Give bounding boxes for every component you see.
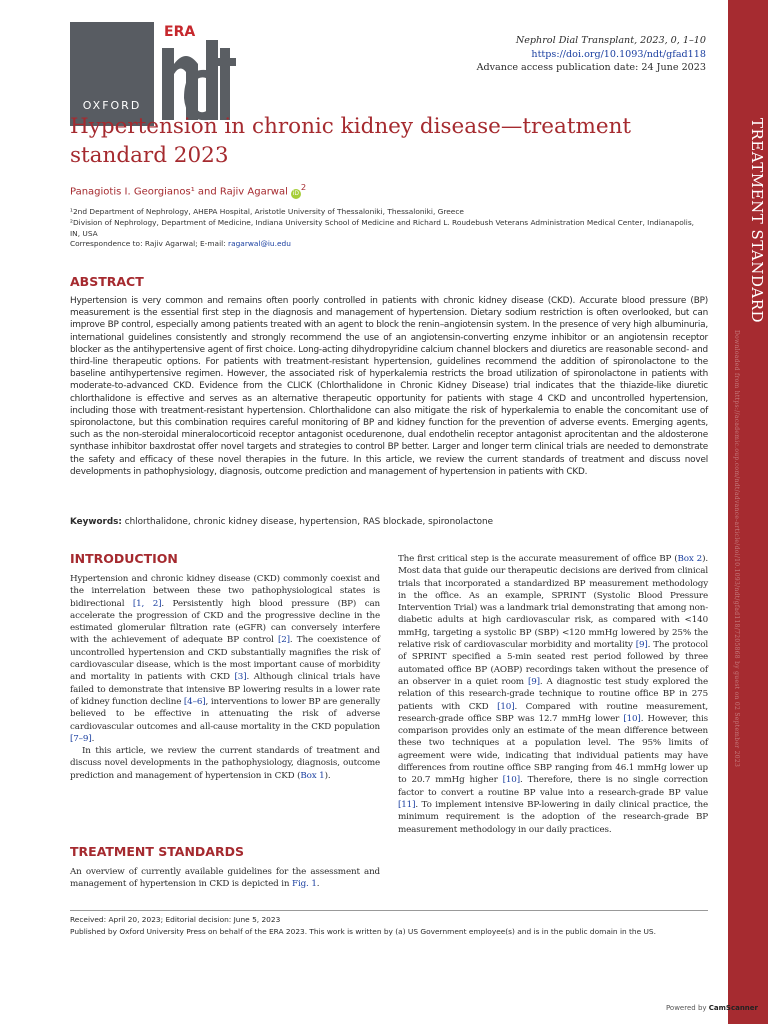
camscanner-watermark: Powered by CamScanner	[665, 1004, 758, 1012]
received-dates: Received: April 20, 2023; Editorial decision: June 5, 2023	[70, 915, 281, 924]
citation-link[interactable]: [3]	[234, 672, 247, 683]
category-label: TREATMENT STANDARD	[748, 118, 766, 324]
publisher-name: OXFORD	[82, 99, 142, 112]
box-link[interactable]: Box 1	[300, 770, 325, 781]
camscanner-brand: CamScanner	[708, 1004, 758, 1012]
affiliations	[70, 207, 700, 250]
footer-notes	[70, 914, 720, 937]
article-title: Hypertension in chronic kidney disease—treatment standard 2023	[70, 114, 632, 168]
advance-date: Advance access publication date: 24 June 2023	[476, 62, 706, 73]
affiliation-1: ¹2nd Department of Nephrology, AHEPA Hospital, Aristotle University of Thessaloniki, Thessaloniki, Greece	[70, 207, 464, 216]
introduction-heading: INTRODUCTION	[70, 551, 178, 566]
authors: Panagiotis I. Georgianos¹ and Rajiv Agarwal	[70, 186, 288, 198]
citation-link[interactable]: [2]	[277, 635, 290, 646]
citation-link[interactable]: [11]	[398, 799, 416, 810]
intro-paragraph-2: In this article, we review the current standards of treatment and discuss novel developments in the pathophysiology, diagnosis, outcome prediction and management of hypertension in CKD (Box 1).	[70, 746, 380, 781]
citation-link[interactable]: [10]	[623, 713, 641, 724]
doi-link[interactable]: https://doi.org/10.1093/ndt/gfad118	[531, 48, 706, 60]
treatment-standards-body: An overview of currently available guidelines for the assessment and management of hypertension in CKD is depicted in Fig. 1.	[70, 867, 380, 890]
orcid-icon[interactable]: iD	[292, 190, 300, 198]
citation-link[interactable]: [9]	[635, 640, 648, 651]
oxford-logo	[70, 22, 154, 126]
intro-paragraph-1: Hypertension and chronic kidney disease (CKD) commonly coexist and the interrelation between these two pathophysiological states is bidirectional [1, 2]. Persistently high blood pressure (BP) can accelerate the progression of CKD and the progressive decline in the estimated glomerular filtration rate (eGFR) can conversely interfere with the achievement of adequate BP control [2]. The coexistence of uncontrolled hypertension and CKD substantially magnifies the risk of cardiovascular disease, which is the most important cause of morbidity and mortality in patients with CKD [3]. Although clinical trials have failed to demonstrate that intensive BP lowering results in a lower rate of kidney function decline [4–6], interventions to lower BP are generally believed to be effective in attenuating the risk of adverse cardiovascular outcomes and all-cause mortality in the CKD population [7–9].	[70, 574, 381, 744]
box-link[interactable]: Box 2	[677, 554, 703, 564]
journal-citation: Nephrol Dial Transplant, 2023, 0, 1–10	[515, 35, 706, 46]
citation-link[interactable]: [9]	[527, 676, 540, 687]
author-line	[70, 182, 306, 199]
footer-divider	[70, 910, 708, 911]
affiliation-2: ²Division of Nephrology, Department of Medicine, Indiana University School of Medicine and Richard L. Roudebush Veterans Administration Medical Center, Indianapolis, IN, USA	[70, 217, 695, 238]
keywords	[70, 517, 708, 527]
treatment-standards-heading: TREATMENT STANDARDS	[70, 844, 244, 859]
download-watermark: Downloaded from https://academic.oup.com/ndt/advance-article/doi/10.1093/ndt/gfad118/7205868 by guest on 02 September 2023	[733, 330, 740, 768]
abstract-text: Hypertension is very common and remains often poorly controlled in patients with chronic kidney disease (CKD). Accurate blood pressure (BP) measurement is the essential first step in the diagnosis and management of hypertension. Dietary sodium restriction is often overlooked, but can improve BP control, especially among patients treated with an agent to block the renin–angiotensin system. In the presence of very high albuminuria, international guidelines consistently and strongly recommend the use of an angiotensin-converting enzyme inhibitor or an angiotensin receptor blocker as the antihypertensive agent of first choice. Long-acting dihydropyridine calcium channel blockers and diuretics are reasonable second- and third-line therapeutic options. For patients with treatment-resistant hypertension, guidelines recommend the addition of spironolactone to the baseline antihypertensive regimen. However, the associated risk of hyperkalemia restricts the broad utilization of spironolactone in patients with moderate-to-advanced CKD. Evidence from the CLICK (Chlorthalidone in Chronic Kidney Disease) trial indicates that the thiazide-like diuretic chlorthalidone is effective and serves as an alternative therapeutic opportunity for patients with stage 4 CKD and uncontrolled hypertension, including those with treatment-resistant hypertension. Chlorthalidone can also mitigate the risk of hyperkalemia to enable the concomitant use of spironolactone, but this combination requires careful monitoring of BP and kidney function for the prevention of adverse events. Emerging agents, such as the non-steroidal mineralocorticoid receptor antagonist ocedurenone, dual endothelin receptor antagonist aprocitentan and the aldosterone synthase inhibitor baxdrostat offer novel targets and strategies to control BP better. Larger and longer term clinical trials are needed to demonstrate the safety and efficacy of these novel therapies in the future. In this article, we review the current standards of treatment and discuss novel developments in pathophysiology, diagnosis, outcome prediction and management of hypertension in patients with CKD.	[70, 296, 708, 477]
citation-link[interactable]: [4–6]	[183, 696, 206, 707]
measurement-paragraph: The first critical step is the accurate measurement of office BP (Box 2). Most data that guide our therapeutic decisions are derived from clinical trials that incorporated a standardized BP measurement methodology in the office. As an example, SPRINT (Systolic Blood Pressure Intervention Trial) was a landmark trial demonstrating that among non-diabetic adults at high cardiovascular risk, as compared with <140 mmHg, targeting a systolic BP (SBP) <120 mmHg lowered by 25% the relative risk of cardiovascular morbidity and mortality [9]. The protocol of SPRINT specified a 5-min seated rest period followed by three automated office BP (AOBP) recordings taken without the presence of an observer in a quiet room [9]. A diagnostic test study explored the relation of this research-grade technique to routine office BP in 275 patients with CKD [10]. Compared with routine measurement, research-grade office SBP was 12.7 mmHg lower [10]. However, this comparison provides only an estimate of the mean difference between these two techniques at a population level. The 95% limits of agreement were wide, indicating that individual patients may have differences from routine office SBP ranging from 46.1 mmHg lower up to 20.7 mmHg higher [10]. Therefore, there is no single correction factor to convert a routine BP value into a research-grade BP value [11]. To implement intensive BP-lowering in daily clinical practice, the minimum requirement is the adoption of the research-grade BP measurement methodology in our daily practices.	[398, 554, 709, 835]
keywords-label: Keywords:	[70, 517, 122, 527]
journal-info	[477, 34, 706, 75]
era-logo: ERA	[164, 24, 196, 40]
publication-notice: Published by Oxford University Press on behalf of the ERA 2023. This work is written by (a) US Government employee(s) and is in the public domain in the US.	[70, 926, 656, 936]
author-affil-sup: 2	[300, 182, 307, 192]
abstract-heading: ABSTRACT	[70, 274, 144, 289]
figure-link[interactable]: Fig. 1	[292, 879, 317, 890]
correspondence: Correspondence to: Rajiv Agarwal; E-mail: ragarwal@iu.edu	[70, 239, 291, 249]
keywords-list: chlorthalidone, chronic kidney disease, hypertension, RAS blockade, spironolactone	[121, 517, 494, 527]
citation-link[interactable]: [10]	[502, 775, 520, 786]
introduction-body	[70, 573, 380, 782]
citation-link[interactable]: [1, 2]	[132, 598, 162, 609]
email-link[interactable]: ragarwal@iu.edu	[228, 239, 291, 249]
citation-link[interactable]: [7–9]	[70, 733, 92, 744]
citation-link[interactable]: [10]	[497, 701, 515, 712]
